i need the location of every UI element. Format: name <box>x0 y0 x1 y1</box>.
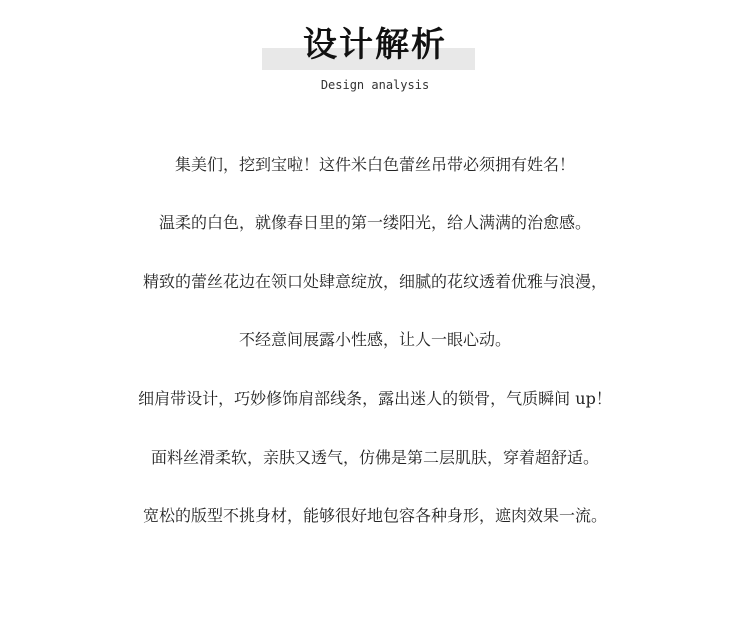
description-line-6: 面料丝滑柔软，亲肤又透气，仿佛是第二层肌肤，穿着超舒适。 <box>150 448 599 467</box>
description-line-4: 不经意间展露小性感，让人一眼心动。 <box>238 330 511 349</box>
description-line-7: 宽松的版型不挑身材，能够很好地包容各种身形，遮肉效果一流。 <box>142 506 607 525</box>
page-title: 设计解析 <box>303 25 447 65</box>
description-line-2: 温柔的白色，就像春日里的第一缕阳光，给人满满的治愈感。 <box>158 213 591 232</box>
description-line-1: 集美们，挖到宝啦！这件米白色蕾丝吊带必须拥有姓名！ <box>174 155 575 174</box>
description-line-3: 精致的蕾丝花边在领口处肆意绽放，细腻的花纹透着优雅与浪漫， <box>142 272 607 291</box>
page-subtitle: Design analysis <box>320 78 430 92</box>
description-line-5: 细肩带设计，巧妙修饰肩部线条，露出迷人的锁骨，气质瞬间 up！ <box>138 389 612 408</box>
